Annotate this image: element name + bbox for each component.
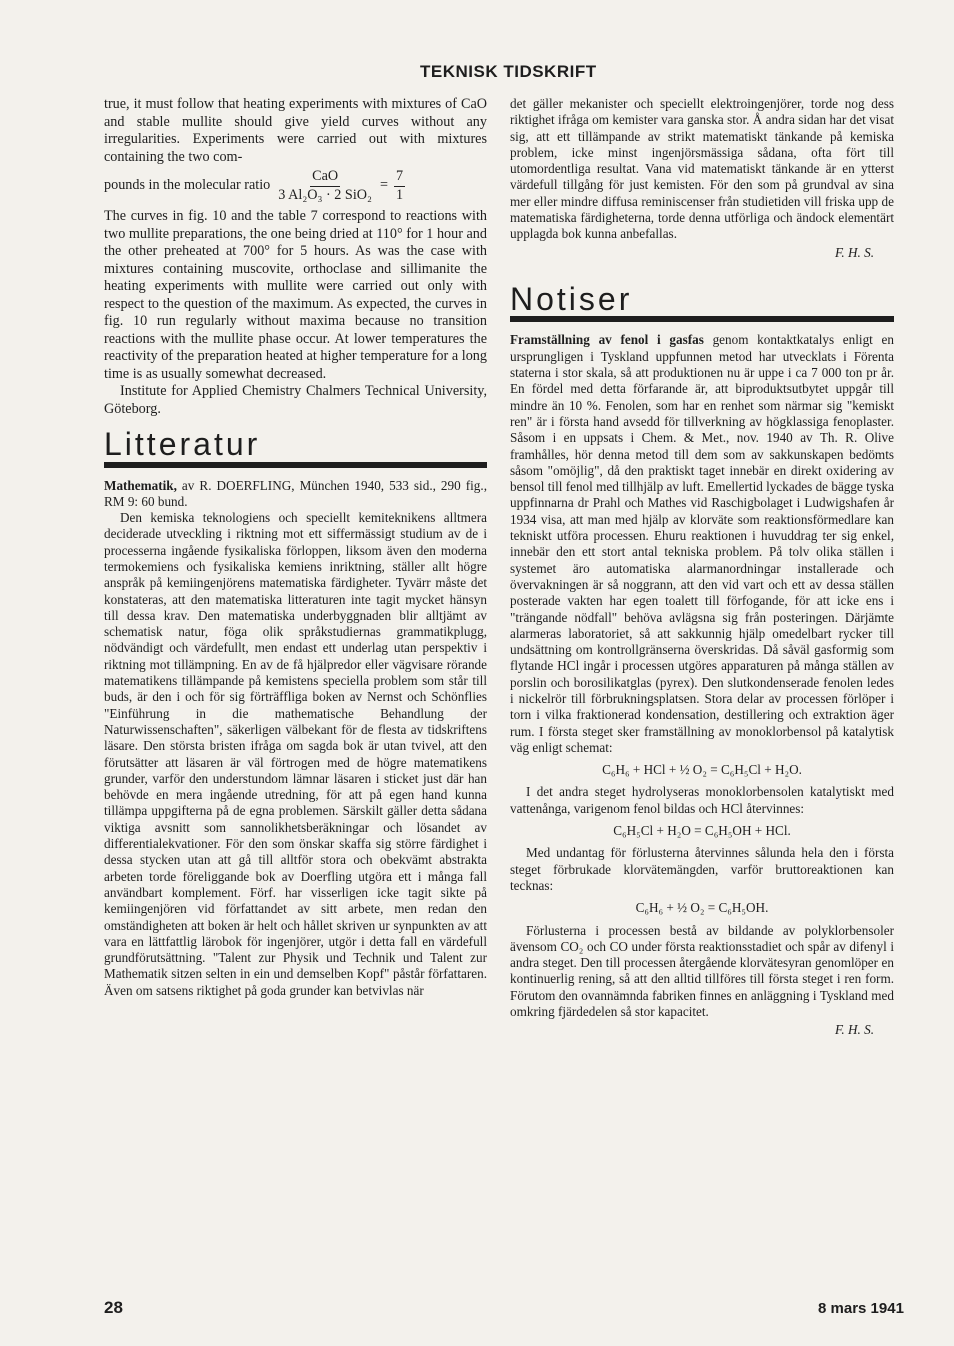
review-byline: av R. DOERFLING, München 1940, 533 sid., 290 fig., RM 9: 60 bund. bbox=[104, 477, 487, 509]
notice-title: Framställning av fenol i gasfas bbox=[510, 332, 704, 348]
heading-rule bbox=[104, 462, 487, 468]
equation: C₆H₅Cl + H₂O = C₆H₅OH + HCl. bbox=[613, 823, 791, 839]
molecular-ratio-formula bbox=[104, 168, 487, 204]
section-heading-litteratur: Litteratur bbox=[104, 426, 261, 462]
paragraph: det gäller mekanister och speciellt elektroingenjörer, torde nog dess riktighet ifråga om kemister vara ganska stor. Å andra sidan har det visat sig, att ett tillämpande av strikt matematiskt tänkande på kemiska problem, icke minst ingenjörsmässiga sådana, ofta fört till utomordentliga resultat. Vana vid matematiskt tänkande är en ytterst värdefull tillgång för just kemisten. För den som på grundval av sina mer eller mindre diffusa reminiscenser från studietiden vill friska upp de matematiska färdigheterna, torde denna utförliga och ändock elementärt upplagda bok kunna anbefallas. bbox=[510, 96, 894, 242]
formula-denominator: 3 Al₂O₃ · 2 SiO₂ bbox=[278, 186, 372, 203]
review-header bbox=[104, 478, 487, 511]
notice-paragraph bbox=[510, 332, 894, 756]
equation: C₆H₆ + HCl + ½ O₂ = C₆H₅Cl + H₂O. bbox=[602, 762, 802, 778]
left-column bbox=[104, 96, 487, 999]
right-column bbox=[510, 96, 894, 1041]
notice-text: genom kontaktkatalys enligt en ursprungligen i Tyskland uppfunnen metod har utvecklats i Förenta staterna i stor skala, så att produktionen nu är uppe i ca 7 000 ton pr år. En fördel med detta förfarande är, att biproduktsutbytet uppgår till mindre än 10 %. Fenolen, som har en renhet som närmar sig "kemiskt ren" är i första hand avsedd för tillverkning av högklassiga fenoplaster. Såsom i en uppsats i Chem. & Met., nov. 1940 av Th. R. Olive framhålles, hör denna metod till dem som av sakkunskapen bedömts såsom "omöjlig", då den praktiskt taget innebär en direkt oxidering av bensol till fenol med tillhjälp av luft. Emellertid lyckades de bägge tyska uppfinnarna dr Prahl och Mathes vid Raschigbolaget i Ludwigshafen år 1934 visa, att man med hjälp av klorväte som reaktionsförmedlare kan tekniskt utföra processen. Ehuru reaktionen i huvuddrag ter sig enkel, innebär den ett stort antal tekniska problem. På tolv olika ställen i systemet äro automatiska alarmanordningar installerade och övervakningen är så noggrann, att den vid vart och ett av dessa ställen posterade vakten har egen toalett till förfogande, för att icke ens i "trängande nödfall" behöva avlägsna sig från posteringen. Därjämte alarmeras laboratoriet, så att sakkunnig hjälp omedelbart rycker till undsättning om kontrollgränserna överskridas. Då såväl gasformig som flytande HCl ingår i processen utgöres apparaturen på många ställen av porslin och borosilikatglas (pyrex). Den slutkondenserade fenolen ledes i nickelrör till förbrukningsplatsen. Stora delar av processen förlöper i torn i vilka fraktionerad kondensation, destillering och extraktion äger rum. I första steget sker framställning av monoklorbensol på katalytisk väg enligt schemat: bbox=[510, 332, 894, 755]
signature: F. H. S. bbox=[835, 244, 874, 260]
paragraph: Förlusterna i processen bestå av bildande av polyklorbensoler ävensom CO₂ och CO under första reaktionsstadiet och spår av difenyl i andra steget. Den till processen återgående klorvätesyran genomlöper en kontinuerlig rening, så att den alltid tillföres till första steget i ren form. Förutom den ovannämnda fabriken finnes en anläggning i Tyskland med omkring fjärdedelen så stor kapacitet. bbox=[510, 922, 894, 1020]
review-title: Mathematik, bbox=[104, 477, 177, 493]
formula-fraction bbox=[276, 168, 374, 204]
issue-date: 8 mars 1941 bbox=[818, 1300, 904, 1317]
formula-numerator: CaO bbox=[310, 168, 340, 187]
paragraph: I det andra steget hydrolyseras monoklorbensolen katalytiskt med vattenånga, varigenom fenol bildas och HCl återvinnes: bbox=[510, 784, 894, 816]
formula-equals: = bbox=[379, 177, 388, 194]
section-heading-notiser: Notiser bbox=[510, 280, 633, 317]
heading-rule bbox=[510, 316, 894, 322]
journal-header: TEKNISK TIDSKRIFT bbox=[420, 62, 597, 81]
equation: C₆H₆ + ½ O₂ = C₆H₅OH. bbox=[635, 900, 769, 916]
page-number: 28 bbox=[104, 1298, 123, 1317]
signature: F. H. S. bbox=[835, 1022, 874, 1038]
paragraph: true, it must follow that heating experiments with mixtures of CaO and stable mullite should give yield curves without any irregularities. Experiments were carried out with mixtures containing the two com- bbox=[104, 96, 487, 165]
formula-ratio bbox=[394, 168, 405, 204]
ratio-denominator: 1 bbox=[395, 186, 404, 203]
formula-prefix: pounds in the molecular ratio bbox=[104, 177, 271, 194]
paragraph: Med undantag för förlusterna återvinnes sålunda hela den i första steget förbrukade klorvätemängden, varför bruttoreaktionen kan tecknas: bbox=[510, 845, 894, 893]
paragraph: The curves in fig. 10 and the table 7 correspond to reactions with two mullite preparations, the one being dried at 110° for 1 hour and the other preheated at 700° for 5 hours. As was the case with mixtures containing muscovite, orthoclase and sillimanite the heating experiments with mullite were carried out only with respect to the question of the maximum. As expected, the curves in fig. 10 run regularly without maxima because no transition reactions with the mullite phase occur. At lower temperatures the reactivity of the preparation heated at higher temperature for a long time is as usually somewhat decreased. bbox=[104, 208, 487, 382]
review-body: Den kemiska teknologiens och speciellt kemiteknikens alltmera deciderade utveckling i riktning mot ett siffermässigt studium av de i processerna ingående fysikaliska förloppen, liksom även den moderna termokemiens och fysikaliska kemiens inriktning, ställer allt högre anspråk på kemiingenjörens matematiska färdigheter. Tyvärr måste det konstateras, att den matematiska litteraturen inte tagit mycket hänsyn till dessa krav. Den matematiska underbyggnaden blir alltjämt av schematisk natur, föga olik språkstudiernas grammatikplugg, nödvändigt och värdefullt, men endast ett underlag utan perspektiv i riktning mot tillämpning. En av de få hjälpredor eller vägvisare rörande matematikens tillämpande på kemistens speciella problem som står till buds, är den i och för sig förträffliga boken av Nernst och Schönflies "Einführung in die mathematische Behandlung der Naturwissenschaften", säkerligen välbekant för de flesta av tidskriftens läsare. Den största bristen ifråga om sagda bok är utan tvivel, att den förutsätter att läsaren är väl förtrogen med de högre matematikens grunder, varför den understundom lämnar läsaren i sticket just där han behövde en mera ingående utredning, för att på egen hand kunna tillämpa uppgifterna på de egna problemen. Särskilt gäller detta sådana viktiga avsnitt som sannolikhetsberäkningar och lösandet av differentialekvationer. För den som önskar skaffa sig större färdighet i dessa stycken utan att gå till alltför stora och obekvämt abstrakta arbeten torde föreliggande bok av Doerfling utgöra ett i många fall användbart komplement. Förf. har visserligen icke tagit sikte på kemiingenjören vid författandet av sitt arbete, men redan den omständigheten att boken är helt och hållet skriven ur synpunkten av att vara en lättfattlig lärobok för ingenjörer, utgör i detta fall en värdefull grundförutsättning. "Talent zur Physik und Technik und Talent zur Mathematik sitzen selten in ein und demselben Kopf" påstår författaren. Även om satsens riktighet på goda grunder kan betvivlas när bbox=[104, 510, 487, 998]
ratio-numerator: 7 bbox=[394, 168, 405, 187]
affiliation: Institute for Applied Chemistry Chalmers Technical University, Göteborg. bbox=[104, 383, 487, 417]
